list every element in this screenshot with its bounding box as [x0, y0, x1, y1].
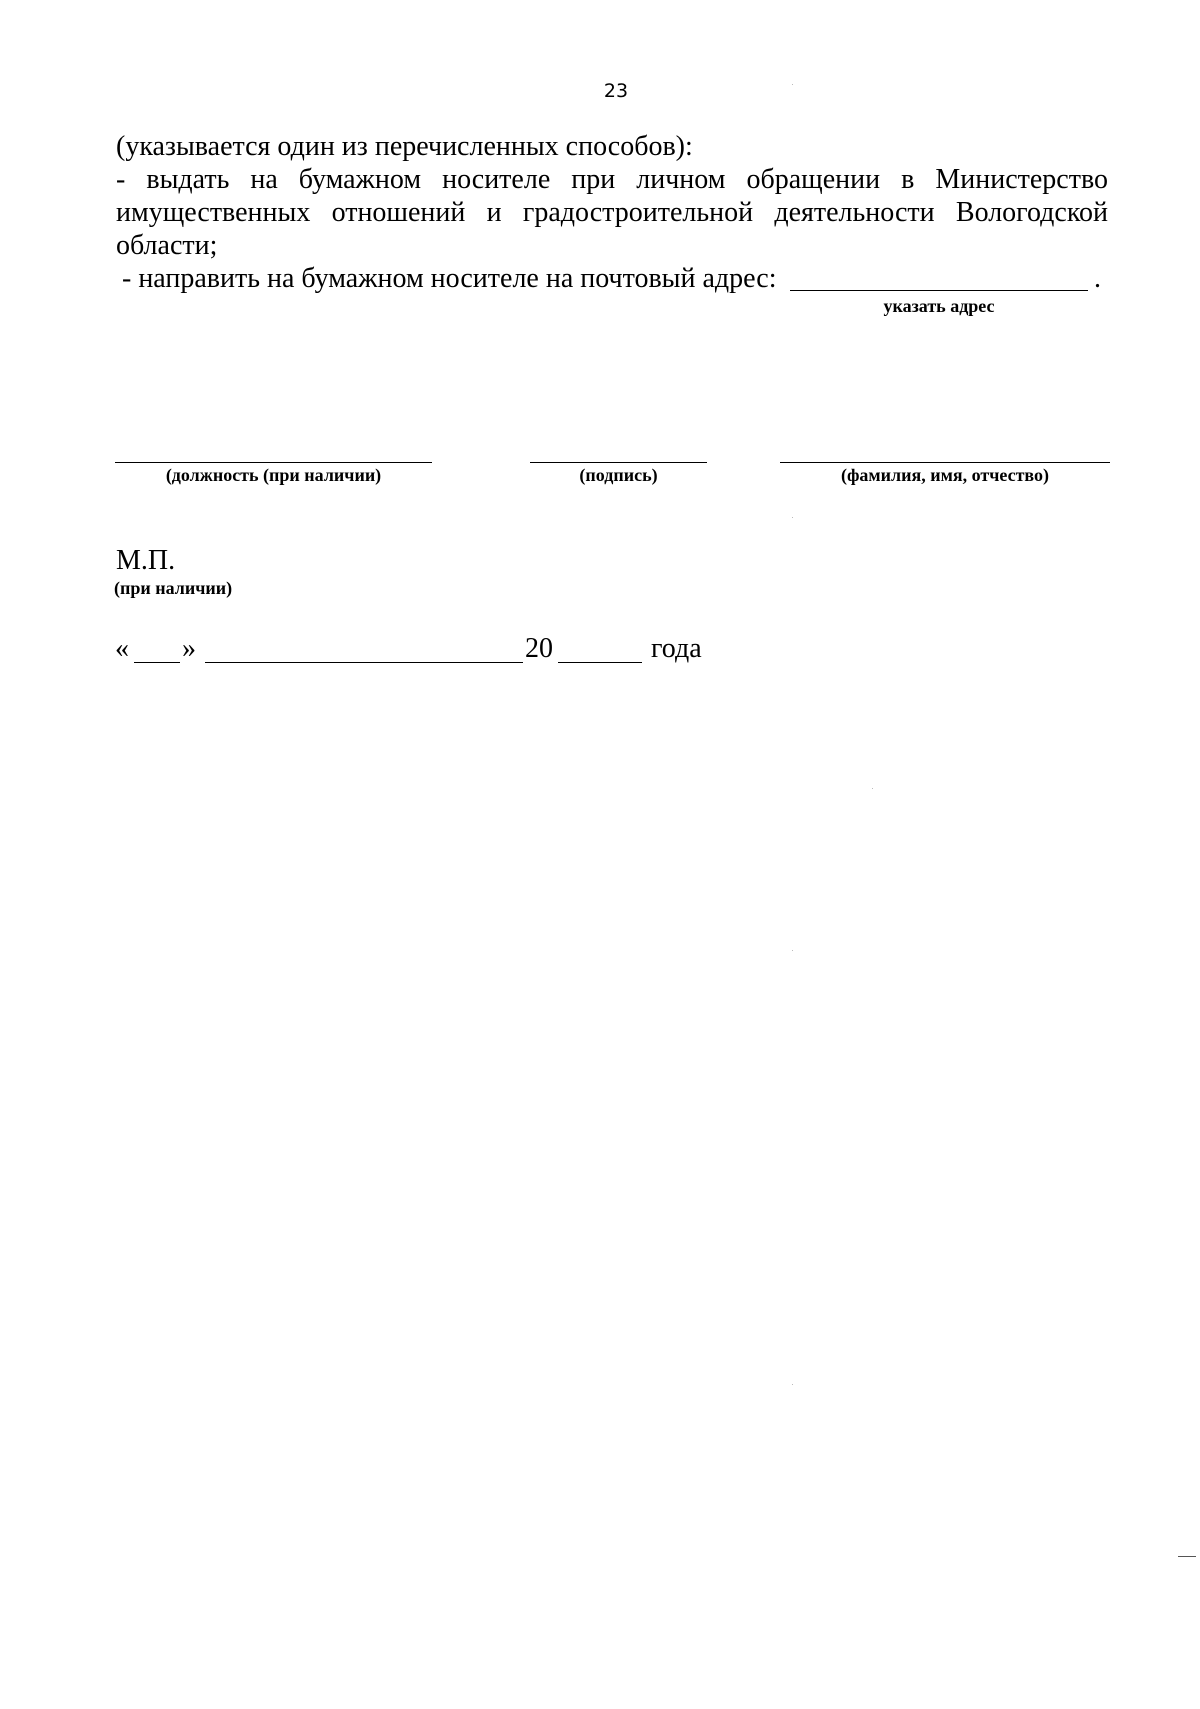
- scan-speck: [792, 1384, 793, 1385]
- date-year-word: года: [651, 633, 702, 664]
- option-2-period: .: [1094, 263, 1101, 294]
- address-blank-line: [790, 290, 1088, 291]
- full-name-caption: (фамилия, имя, отчество): [840, 465, 1050, 485]
- intro-text: (указывается один из перечисленных способов):: [116, 131, 693, 162]
- signature-line: [530, 462, 707, 463]
- position-caption: (должность (при наличии): [165, 465, 382, 485]
- position-line: [115, 462, 432, 463]
- option-1-line-3: области;: [116, 230, 218, 261]
- signature-caption: (подпись): [579, 465, 658, 485]
- option-1-line-1: - выдать на бумажном носителе при личном обращении в Министерство: [116, 164, 1108, 195]
- option-1-line-2: имущественных отношений и градостроительной деятельности Вологодской: [116, 197, 1108, 228]
- stamp-label: М.П.: [116, 545, 176, 576]
- scan-speck: [792, 84, 793, 85]
- scan-edge-mark: [1178, 1556, 1196, 1557]
- address-caption: указать адрес: [883, 296, 995, 316]
- page-number: 23: [603, 80, 629, 102]
- month-blank-line: [205, 662, 523, 663]
- scan-speck: [792, 517, 793, 518]
- scan-speck: [872, 788, 873, 789]
- full-name-line: [780, 462, 1110, 463]
- date-century: 20: [525, 633, 553, 664]
- date-open-quote: «: [115, 633, 129, 664]
- option-2-text: - направить на бумажном носителе на почтовый адрес:: [122, 263, 777, 294]
- stamp-note: (при наличии): [114, 578, 233, 598]
- scan-speck: [792, 950, 793, 951]
- year-blank-line: [558, 662, 642, 663]
- day-blank-line: [134, 662, 180, 663]
- date-close-quote: »: [182, 633, 196, 664]
